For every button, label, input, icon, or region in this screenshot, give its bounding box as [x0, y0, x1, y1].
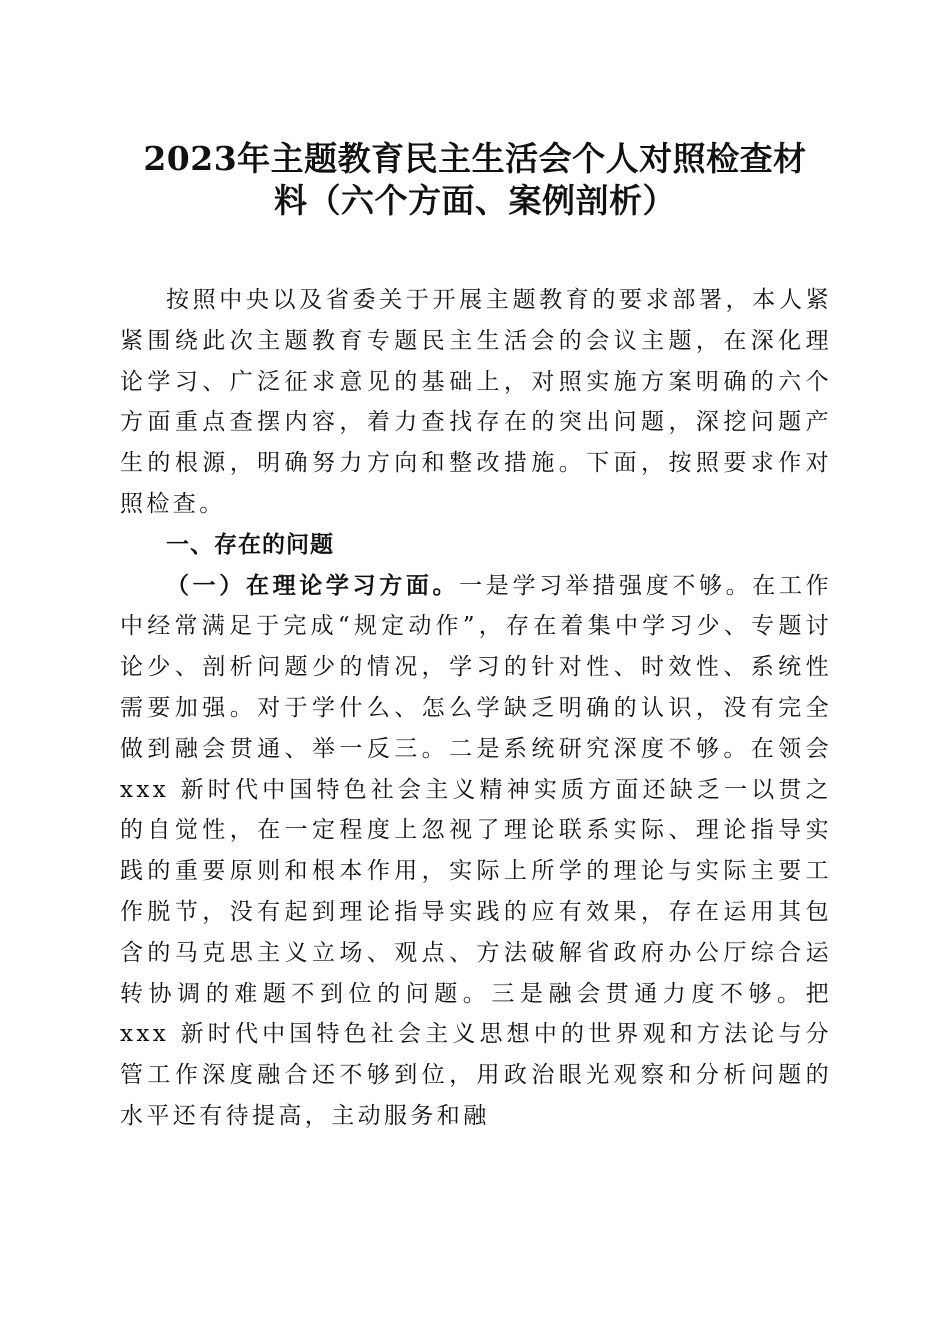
subsection-heading: （一）在理论学习方面。	[166, 571, 460, 599]
subsection-paragraph	[120, 566, 832, 1137]
title-line-2: 料（六个方面、案例剖析）	[274, 181, 676, 220]
section-heading: 一、存在的问题	[166, 531, 334, 558]
subsection-body: 一是学习举措强度不够。在工作中经常满足于完成“规定动作”，存在着集中学习少、专题讨论少、剖析问题少的情况，学习的针对性、时效性、系统性需要加强。对于学什么、怎么学缺乏明确的认识，没有完全做到融会贯通、举一反三。二是系统研究深度不够。在领会 xxx 新时代中国特色社会主义精神实质方面还缺乏一以贯之的自觉性，在一定程度上忽视了理论联系实际、理论指导实践的重要原则和根本作用，实际上所学的理论与实际主要工作脱节，没有起到理论指导实践的应有效果，存在运用其包含的马克思主义立场、观点、方法破解省政府办公厅综合运转协调的难题不到位的问题。三是融会贯通力度不够。把 xxx 新时代中国特色社会主义思想中的世界观和方法论与分管工作深度融合还不够到位，用政治眼光观察和分析问题的水平还有待提高，主动服务和融	[120, 572, 832, 1129]
intro-paragraph: 按照中央以及省委关于开展主题教育的要求部署，本人紧紧围绕此次主题教育专题民主生活会的会议主题，在深化理论学习、广泛征求意见的基础上，对照实施方案明确的六个方面重点查摆内容，着力查找存在的突出问题，深挖问题产生的根源，明确努力方向和整改措施。下面，按照要求作对照检查。	[120, 287, 832, 517]
document-body	[120, 280, 832, 1137]
title-line-1: 2023年主题教育民主生活会个人对照检查材	[143, 139, 807, 178]
document-title	[120, 138, 830, 222]
